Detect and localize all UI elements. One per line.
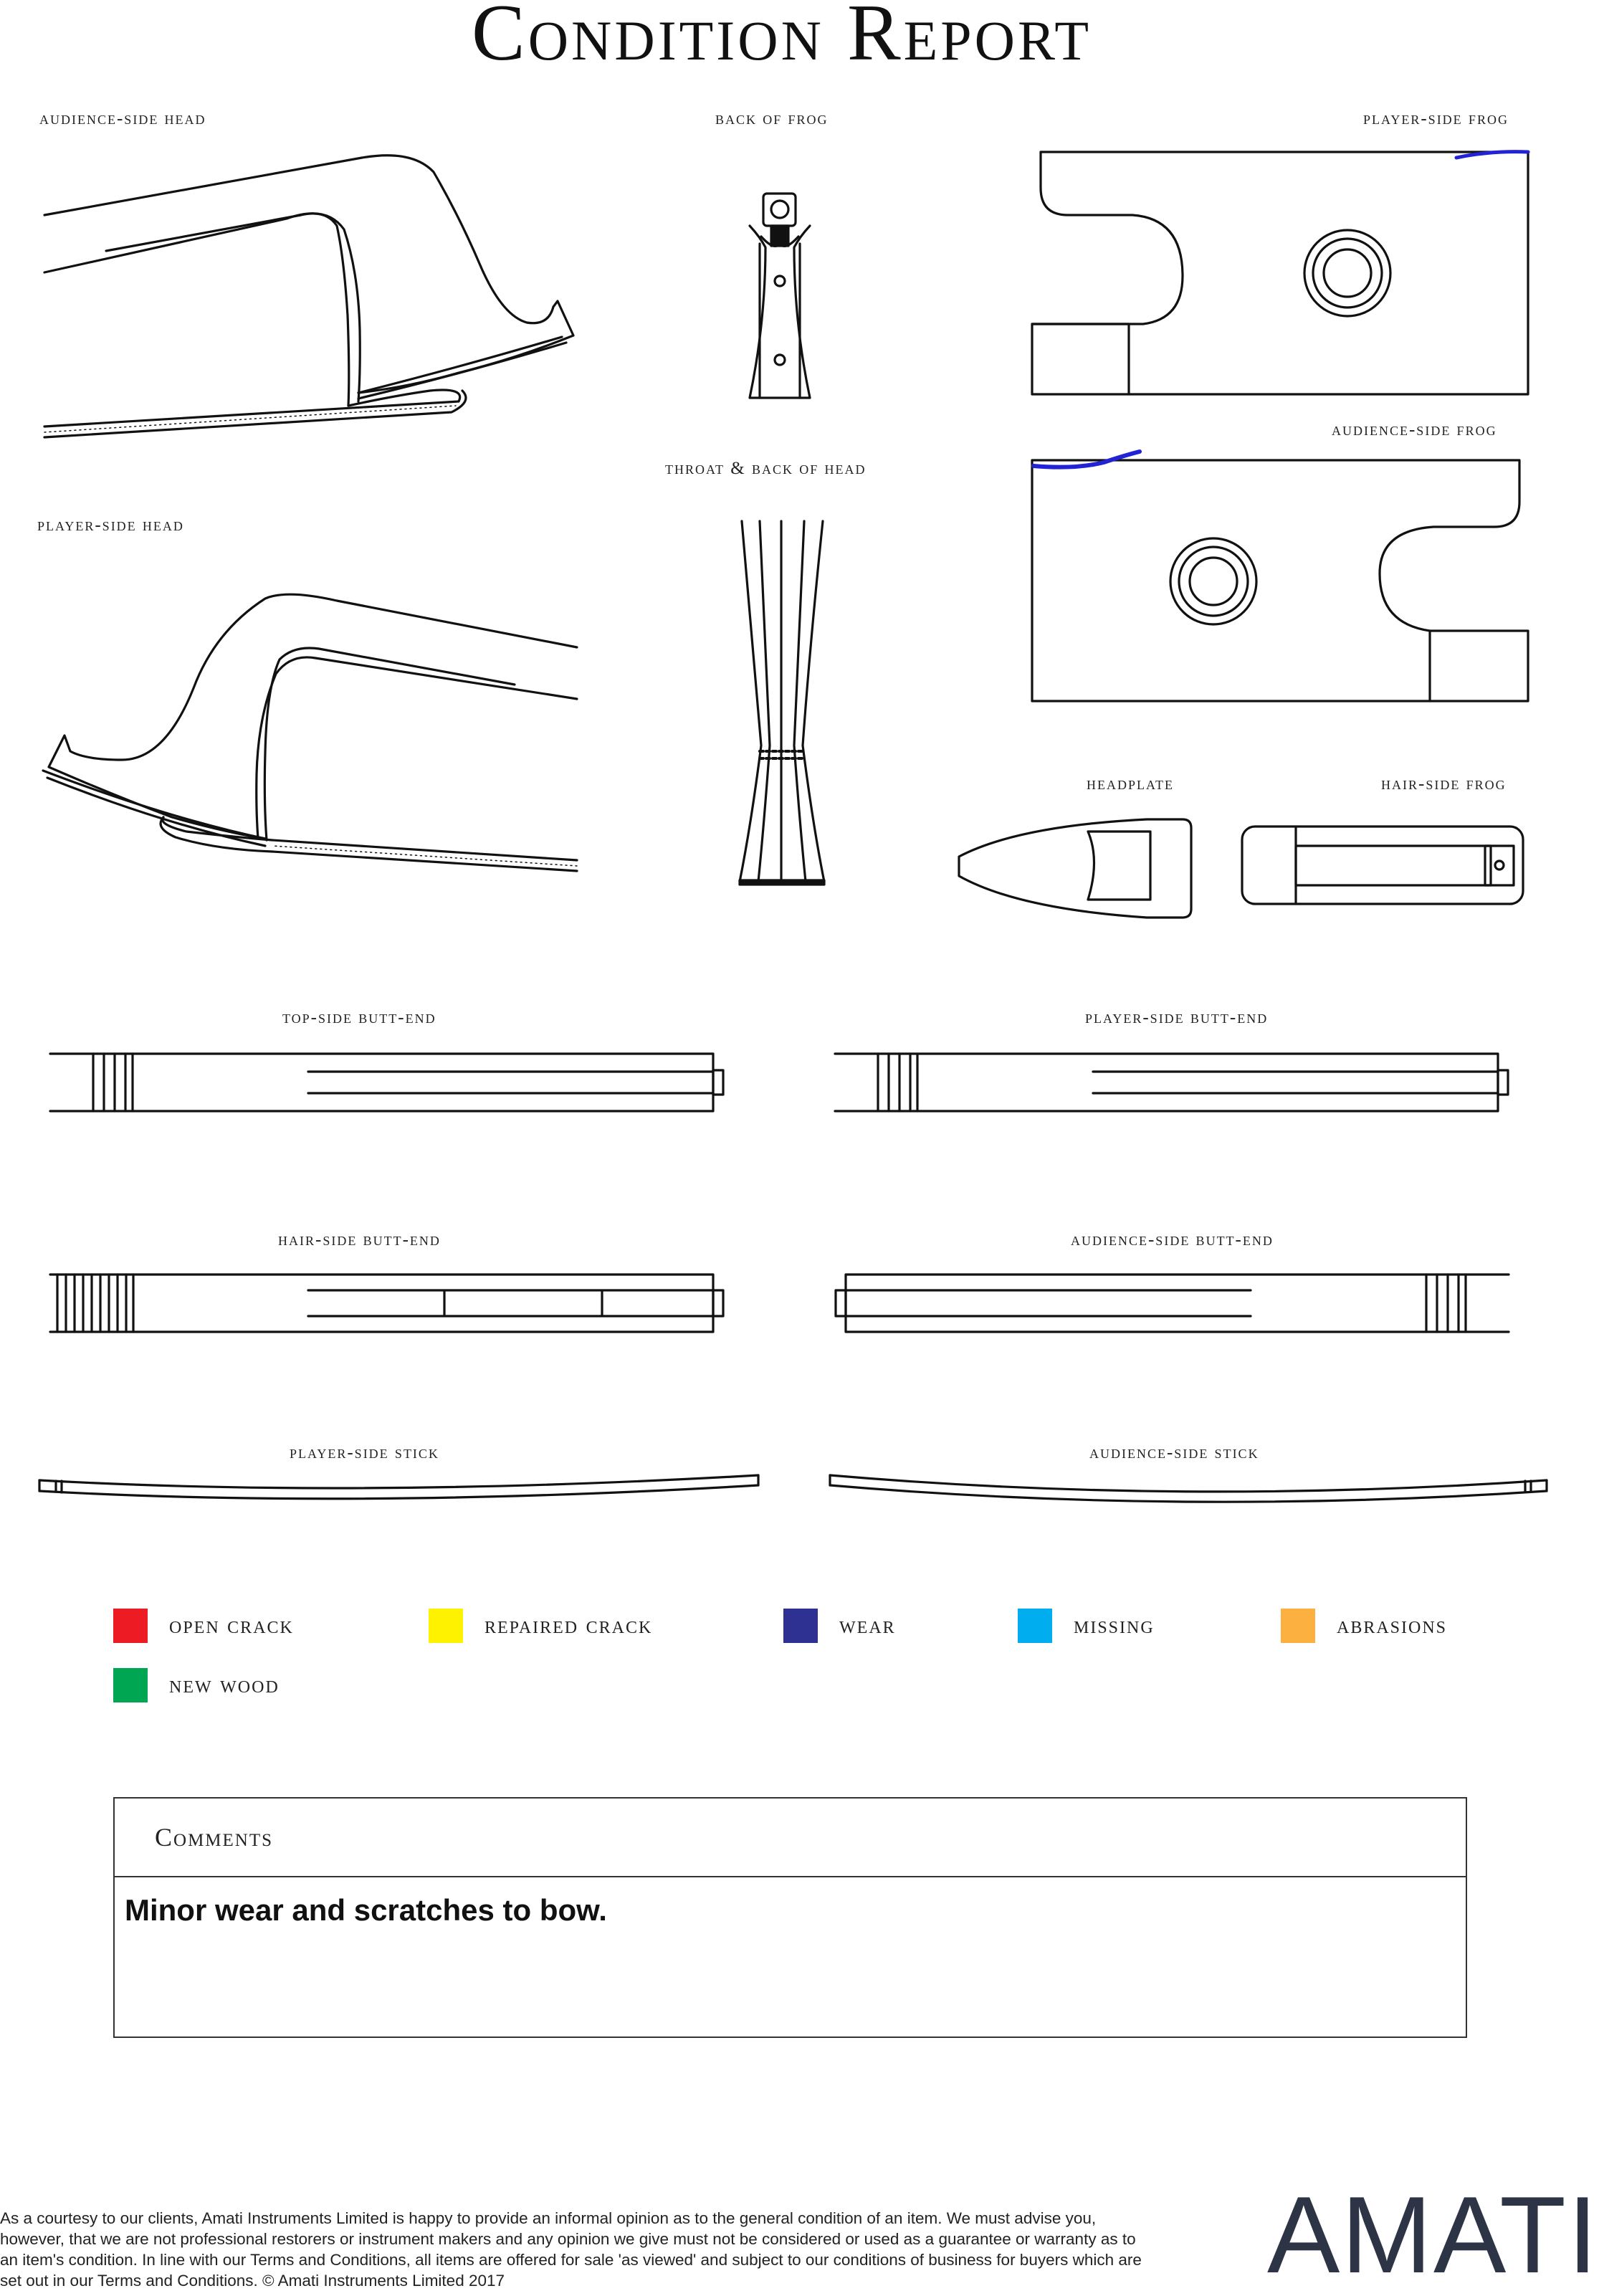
legend-label: open crack <box>169 1612 294 1639</box>
legend-item-repaired-crack <box>429 1608 652 1644</box>
swatch-open-crack <box>113 1609 148 1643</box>
headplate-drawing <box>959 819 1191 918</box>
disclaimer-text: As a courtesy to our clients, Amati Instruments Limited is happy to provide an informal opinion as to the general condition of an item. We must advise you, however, that we are not professional restorers or instrument makers and any opinion we give must not be considered or used as a guarantee or warranty as to an item's condition. In line with our Terms and Conditions, all items are offered for sale 'as viewed' and subject to our conditions of business for buyers which are set out in our Terms and Conditions. © Amati Instruments Limited 2017 <box>0 2209 1142 2290</box>
swatch-repaired-crack <box>429 1609 463 1643</box>
page-title: Condition Report <box>472 0 1092 77</box>
label-back-of-frog: back of frog <box>715 109 829 128</box>
legend-label: repaired crack <box>485 1612 653 1639</box>
label-player-side-frog: player-side frog <box>1363 109 1509 128</box>
comments-box <box>113 1797 1467 2038</box>
legend-item-new-wood <box>113 1667 280 1703</box>
legend-item-abrasions <box>1281 1608 1447 1644</box>
label-audience-side-butt-end: audience-side butt-end <box>1071 1230 1274 1249</box>
audience-side-butt-end-drawing <box>836 1275 1509 1332</box>
hair-side-frog-drawing <box>1242 827 1523 904</box>
label-player-side-butt-end: player-side butt-end <box>1085 1008 1269 1027</box>
legend-label: new wood <box>169 1672 280 1698</box>
audience-side-frog-drawing <box>1032 452 1528 701</box>
player-side-frog-drawing <box>1032 152 1528 394</box>
brand-logo: AMATI <box>1267 2174 1599 2296</box>
audience-side-stick-drawing <box>830 1475 1547 1502</box>
label-hair-side-frog: hair-side frog <box>1381 774 1507 794</box>
player-side-butt-end-drawing <box>835 1054 1508 1111</box>
player-side-head-drawing <box>43 594 577 871</box>
label-hair-side-butt-end: hair-side butt-end <box>278 1230 441 1249</box>
throat-back-of-head-drawing <box>740 521 824 885</box>
swatch-abrasions <box>1281 1609 1315 1643</box>
player-side-stick-drawing <box>39 1475 758 1499</box>
label-audience-side-head: audience-side head <box>39 109 206 128</box>
label-player-side-head: player-side head <box>37 515 184 535</box>
audience-side-head-drawing <box>44 156 573 437</box>
legend-item-missing <box>1018 1608 1155 1644</box>
swatch-wear <box>783 1609 818 1643</box>
swatch-missing <box>1018 1609 1052 1643</box>
back-of-frog-drawing <box>750 194 810 398</box>
swatch-new-wood <box>113 1668 148 1702</box>
legend-label: wear <box>839 1612 896 1639</box>
label-top-side-butt-end: top-side butt-end <box>282 1008 436 1027</box>
label-throat-back-of-head: throat & back of head <box>665 459 867 478</box>
legend-item-open-crack <box>113 1608 294 1644</box>
label-player-side-stick: player-side stick <box>290 1443 439 1462</box>
label-audience-side-stick: audience-side stick <box>1089 1443 1259 1462</box>
legend-label: abrasions <box>1337 1612 1448 1639</box>
legend-label: missing <box>1074 1612 1155 1639</box>
comments-text: Minor wear and scratches to bow. <box>125 1893 607 1927</box>
legend-item-wear <box>783 1608 896 1644</box>
label-audience-side-frog: audience-side frog <box>1332 420 1497 439</box>
hair-side-butt-end-drawing <box>50 1275 723 1332</box>
label-headplate: headplate <box>1087 774 1174 794</box>
comments-heading: Comments <box>115 1799 1466 1877</box>
top-side-butt-end-drawing <box>50 1054 723 1111</box>
